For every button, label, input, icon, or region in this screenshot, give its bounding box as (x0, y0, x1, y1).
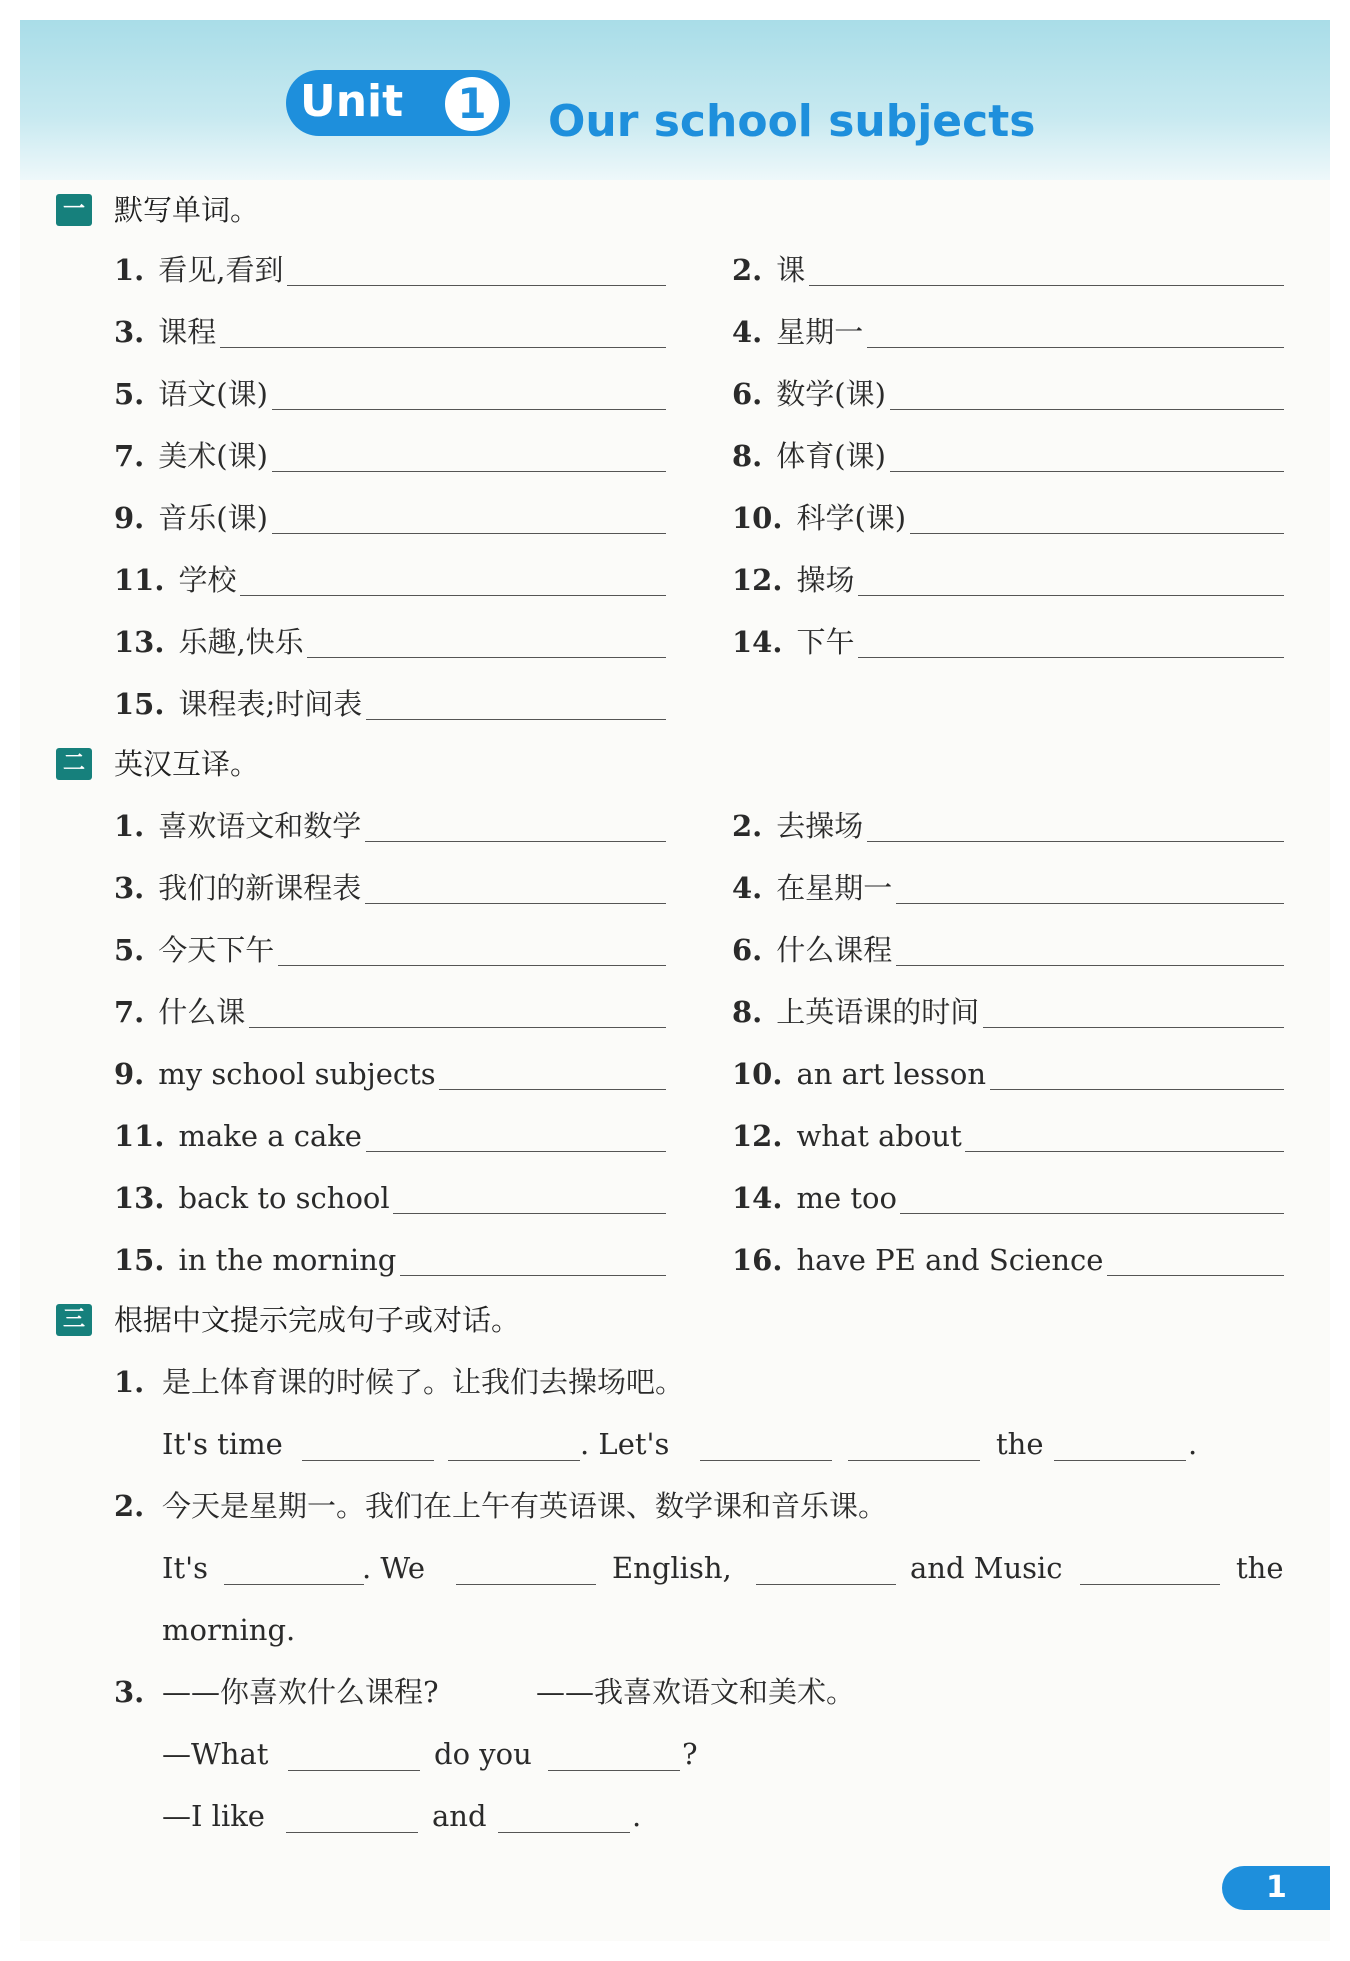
item-number: 9. (114, 1057, 145, 1091)
item-prompt: 课 (776, 253, 806, 287)
exercise-item (732, 1240, 1284, 1280)
answer-blank[interactable] (910, 533, 1284, 534)
q2-text-5: the (1236, 1551, 1284, 1585)
q3-text-1: —What (162, 1737, 269, 1771)
q1-text-1: It's time (162, 1427, 283, 1461)
answer-blank[interactable] (272, 471, 666, 472)
item-prompt: 课程表;时间表 (178, 687, 363, 721)
exercise-item (732, 1178, 1284, 1218)
item-prompt: 音乐(课) (158, 501, 268, 535)
answer-blank[interactable] (272, 533, 666, 534)
question-number: 3. (114, 1675, 145, 1709)
q2-english-line-2 (162, 1610, 462, 1650)
section-number-icon: 一 (56, 194, 92, 226)
q1-chinese-prompt: 是上体育课的时候了。让我们去操场吧。 (162, 1365, 685, 1399)
item-number: 10. (732, 1057, 783, 1091)
section-heading-1 (36, 190, 436, 230)
exercise-item (114, 560, 666, 600)
exercise-item (114, 250, 666, 290)
answer-blank[interactable] (249, 1027, 666, 1028)
answer-blank[interactable] (990, 1089, 1284, 1090)
exercise-item (114, 1054, 666, 1094)
exercise-item (732, 1116, 1284, 1156)
item-number: 7. (114, 439, 145, 473)
q3-text-3: ? (682, 1737, 698, 1771)
section-heading-2 (36, 744, 436, 784)
q2-english-line (162, 1548, 1282, 1588)
item-prompt: 语文(课) (158, 377, 268, 411)
q3-text-5: and (432, 1799, 487, 1833)
item-number: 13. (114, 1181, 165, 1215)
item-prompt: 什么课 (158, 995, 246, 1029)
answer-blank[interactable] (983, 1027, 1284, 1028)
item-number: 9. (114, 501, 145, 535)
item-number: 16. (732, 1243, 783, 1277)
answer-blank[interactable] (858, 595, 1284, 596)
answer-blank[interactable] (220, 347, 666, 348)
item-prompt: 操场 (796, 563, 855, 597)
answer-blank[interactable] (439, 1089, 666, 1090)
exercise-item (732, 436, 1284, 476)
exercise-item (114, 622, 666, 662)
exercise-item (732, 930, 1284, 970)
q3-blank-2[interactable] (548, 1770, 680, 1771)
item-prompt: have PE and Science (796, 1243, 1104, 1277)
item-number: 4. (732, 871, 763, 905)
answer-blank[interactable] (867, 347, 1284, 348)
q1-blank-1[interactable] (302, 1460, 434, 1461)
item-number: 2. (732, 253, 763, 287)
answer-blank[interactable] (890, 471, 1284, 472)
item-number: 3. (114, 315, 145, 349)
answer-blank[interactable] (393, 1213, 666, 1214)
question-number: 2. (114, 1489, 145, 1523)
unit-number: 1 (442, 74, 502, 134)
item-prompt: back to school (178, 1181, 390, 1215)
q3-text-4: —I like (162, 1799, 265, 1833)
answer-blank[interactable] (366, 719, 666, 720)
q3-chinese-line (114, 1672, 1214, 1712)
item-prompt: 科学(课) (796, 501, 907, 535)
q1-blank-3[interactable] (700, 1460, 832, 1461)
exercise-item (732, 250, 1284, 290)
exercise-item (114, 1178, 666, 1218)
q3-blank-3[interactable] (286, 1832, 418, 1833)
page-title: Our school subjects (548, 96, 1036, 147)
item-number: 5. (114, 933, 145, 967)
item-prompt: 在星期一 (776, 871, 893, 905)
item-number: 14. (732, 1181, 783, 1215)
item-prompt: an art lesson (796, 1057, 987, 1091)
item-prompt: make a cake (178, 1119, 362, 1153)
item-number: 15. (114, 1243, 165, 1277)
section-heading-text: 根据中文提示完成句子或对话。 (114, 1303, 521, 1337)
item-number: 10. (732, 501, 783, 535)
q2-blank-4[interactable] (1080, 1584, 1220, 1585)
q2-text-4: and Music (910, 1551, 1063, 1585)
answer-blank[interactable] (307, 657, 666, 658)
answer-blank[interactable] (890, 409, 1284, 410)
item-number: 14. (732, 625, 783, 659)
q3-text-2: do you (434, 1737, 532, 1771)
item-number: 1. (114, 809, 145, 843)
exercise-item (732, 1054, 1284, 1094)
section-number-icon: 二 (56, 748, 92, 780)
item-prompt: 课程 (158, 315, 217, 349)
item-number: 1. (114, 253, 145, 287)
item-prompt: 喜欢语文和数学 (158, 809, 362, 843)
item-prompt: 上英语课的时间 (776, 995, 980, 1029)
q1-blank-5[interactable] (1054, 1460, 1186, 1461)
item-prompt: me too (796, 1181, 897, 1215)
q1-text-3: the (996, 1427, 1044, 1461)
answer-blank[interactable] (272, 409, 666, 410)
item-prompt: 看见,看到 (158, 253, 284, 287)
q3-blank-1[interactable] (288, 1770, 420, 1771)
answer-blank[interactable] (809, 285, 1284, 286)
item-number: 8. (732, 995, 763, 1029)
section-heading-3 (36, 1300, 736, 1340)
q2-blank-1[interactable] (224, 1584, 364, 1585)
answer-blank[interactable] (900, 1213, 1284, 1214)
answer-blank[interactable] (365, 841, 666, 842)
item-number: 11. (114, 563, 165, 597)
exercise-item (114, 1116, 666, 1156)
answer-blank[interactable] (867, 841, 1284, 842)
item-number: 12. (732, 563, 783, 597)
q3-chinese-question: ——你喜欢什么课程? (162, 1675, 439, 1709)
exercise-item (114, 436, 666, 476)
unit-word: Unit (300, 76, 404, 127)
exercise-item (114, 806, 666, 846)
item-prompt: in the morning (178, 1243, 397, 1277)
item-prompt: 美术(课) (158, 439, 268, 473)
item-number: 2. (732, 809, 763, 843)
answer-blank[interactable] (965, 1151, 1284, 1152)
q3-answer-line (162, 1796, 862, 1836)
item-number: 6. (732, 377, 763, 411)
q1-english-line (162, 1424, 1222, 1464)
exercise-item (114, 992, 666, 1032)
q1-blank-2[interactable] (448, 1460, 580, 1461)
answer-blank[interactable] (240, 595, 666, 596)
section-heading-text: 英汉互译。 (114, 747, 260, 781)
exercise-item (114, 868, 666, 908)
exercise-item (732, 622, 1284, 662)
q2-text-6: morning. (162, 1613, 296, 1647)
q3-text-6: . (632, 1799, 642, 1833)
q1-text-4: . (1188, 1427, 1198, 1461)
section-heading-text: 默写单词。 (114, 193, 260, 227)
answer-blank[interactable] (1107, 1275, 1284, 1276)
item-prompt: 我们的新课程表 (158, 871, 362, 905)
item-prompt: 数学(课) (776, 377, 886, 411)
item-number: 4. (732, 315, 763, 349)
item-prompt: 学校 (178, 563, 237, 597)
q3-question-line (162, 1734, 862, 1774)
answer-blank[interactable] (287, 285, 666, 286)
exercise-item (114, 930, 666, 970)
item-number: 15. (114, 687, 165, 721)
answer-blank[interactable] (858, 657, 1284, 658)
q2-chinese-line (114, 1486, 1214, 1526)
q1-blank-4[interactable] (848, 1460, 980, 1461)
item-number: 11. (114, 1119, 165, 1153)
q1-chinese-line (114, 1362, 1214, 1402)
answer-blank[interactable] (896, 965, 1284, 966)
exercise-item (732, 560, 1284, 600)
q2-text-3: English, (612, 1551, 732, 1585)
item-prompt: what about (796, 1119, 962, 1153)
item-prompt: 星期一 (776, 315, 864, 349)
item-number: 5. (114, 377, 145, 411)
exercise-item (114, 684, 666, 724)
worksheet-page (20, 20, 1330, 1941)
item-prompt: my school subjects (158, 1057, 436, 1091)
item-number: 6. (732, 933, 763, 967)
question-number: 1. (114, 1365, 145, 1399)
item-number: 3. (114, 871, 145, 905)
exercise-item (732, 312, 1284, 352)
answer-blank[interactable] (365, 903, 666, 904)
item-prompt: 下午 (796, 625, 855, 659)
page-number: 1 (1222, 1866, 1330, 1910)
section-number-icon: 三 (56, 1304, 92, 1336)
q2-text-2: . We (362, 1551, 426, 1585)
answer-blank[interactable] (400, 1275, 666, 1276)
exercise-item (114, 498, 666, 538)
item-prompt: 体育(课) (776, 439, 886, 473)
answer-blank[interactable] (896, 903, 1284, 904)
q2-blank-3[interactable] (756, 1584, 896, 1585)
exercise-item (732, 868, 1284, 908)
exercise-item (732, 498, 1284, 538)
q2-chinese-prompt: 今天是星期一。我们在上午有英语课、数学课和音乐课。 (162, 1489, 888, 1523)
exercise-item (732, 992, 1284, 1032)
exercise-item (114, 312, 666, 352)
q3-blank-4[interactable] (498, 1832, 630, 1833)
item-prompt: 去操场 (776, 809, 864, 843)
q1-text-2: . Let's (580, 1427, 670, 1461)
item-number: 13. (114, 625, 165, 659)
exercise-item (732, 806, 1284, 846)
item-number: 12. (732, 1119, 783, 1153)
q2-text-1: It's (162, 1551, 208, 1585)
item-prompt: 今天下午 (158, 933, 275, 967)
item-prompt: 什么课程 (776, 933, 893, 967)
exercise-item (114, 374, 666, 414)
exercise-item (114, 1240, 666, 1280)
q3-chinese-answer: ——我喜欢语文和美术。 (536, 1675, 856, 1709)
item-number: 8. (732, 439, 763, 473)
item-prompt: 乐趣,快乐 (178, 625, 304, 659)
item-number: 7. (114, 995, 145, 1029)
answer-blank[interactable] (366, 1151, 666, 1152)
exercise-item (732, 374, 1284, 414)
q2-blank-2[interactable] (456, 1584, 596, 1585)
answer-blank[interactable] (278, 965, 666, 966)
